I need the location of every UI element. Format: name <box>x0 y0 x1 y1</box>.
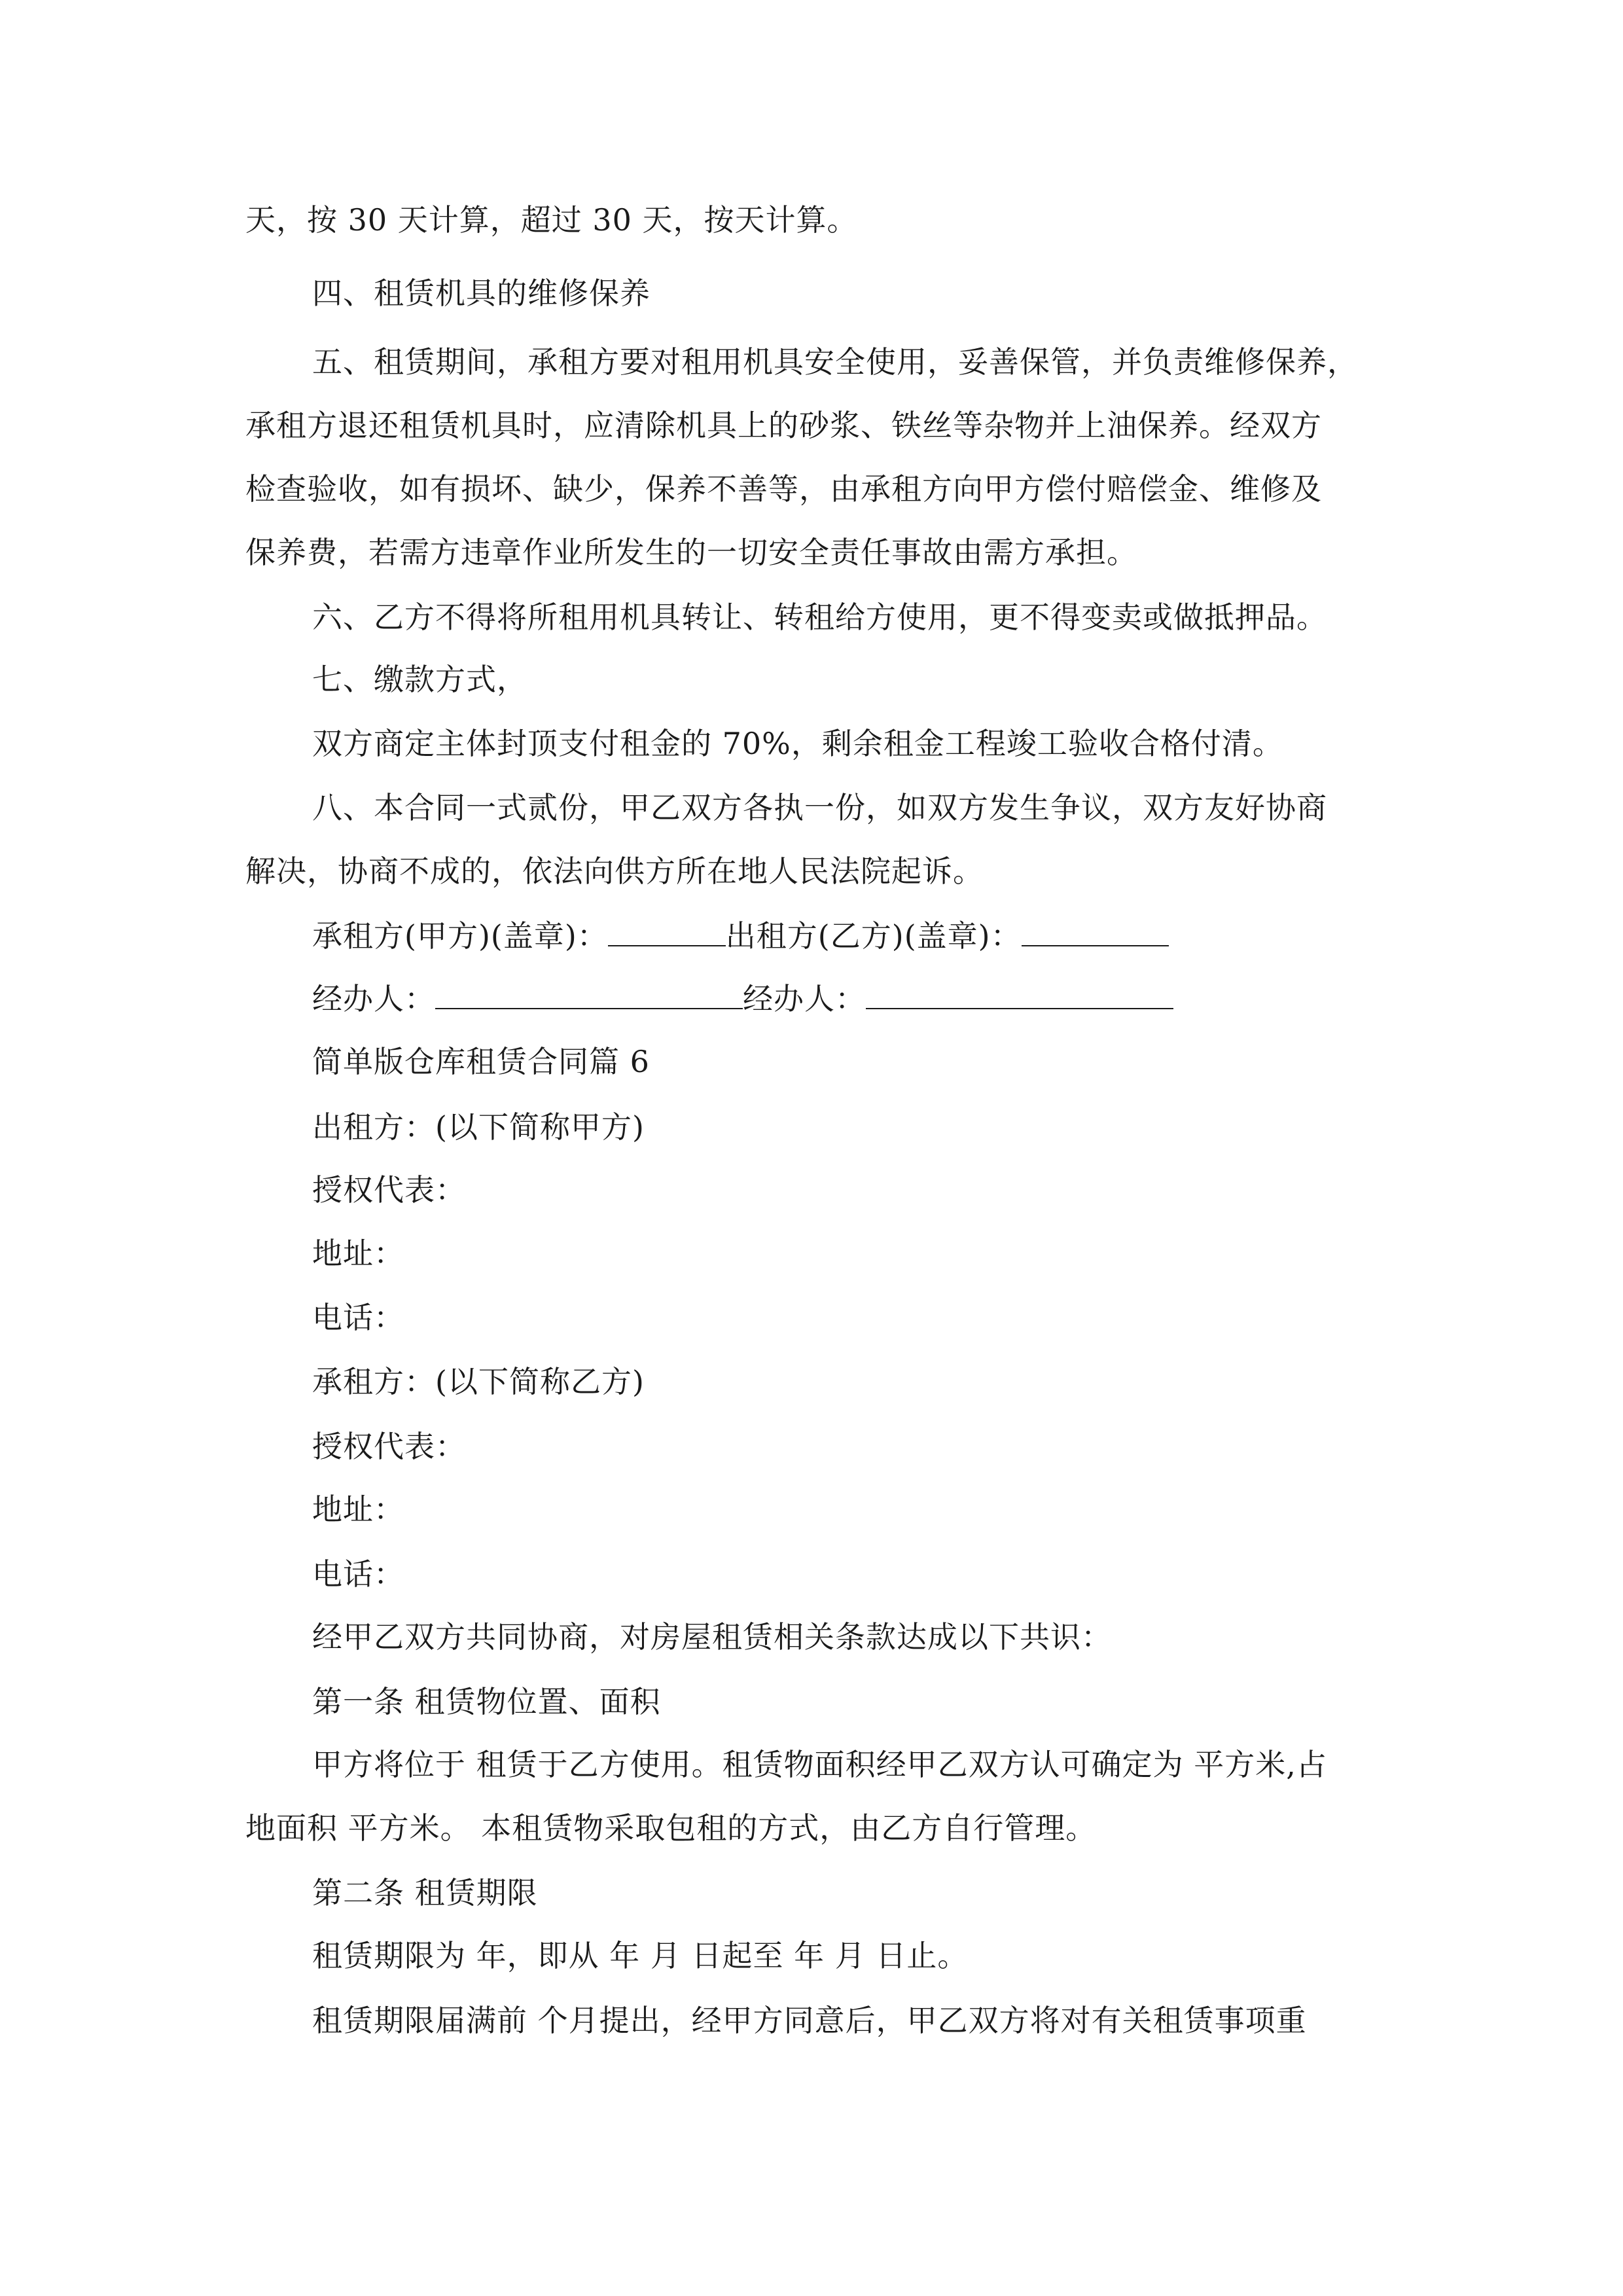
lessor-seal-label: 出租方(乙方)(盖章)： <box>725 918 1022 954</box>
paragraph-line: 解决，协商不成的，依法向供方所在地人民法院起诉。 <box>245 853 984 889</box>
paragraph-line: 承租方退还租赁机具时，应清除机具上的砂浆、铁丝等杂物并上油保养。经双方 <box>245 408 1322 443</box>
lessee-rep-line: 授权代表： <box>312 1429 466 1464</box>
clause-heading: 七、缴款方式， <box>312 662 527 697</box>
paragraph-line: 检查验收，如有损坏、缺少，保养不善等，由承租方向甲方偿付赔偿金、维修及 <box>245 471 1322 507</box>
lessor-rep-line: 授权代表： <box>312 1172 466 1208</box>
paragraph-line: 六、乙方不得将所租用机具转让、转租给方使用，更不得变卖或做抵押品。 <box>312 600 1327 635</box>
lessee-phone-line: 电话： <box>312 1556 404 1592</box>
paragraph-line: 天，按 30 天计算，超过 30 天，按天计算。 <box>245 202 858 238</box>
lessor-address-line: 地址： <box>312 1236 404 1271</box>
article-2-title: 第二条 租赁期限 <box>312 1875 538 1910</box>
paragraph-line: 保养费，若需方违章作业所发生的一切安全责任事故由需方承担。 <box>245 535 1137 570</box>
article-1-text: 地面积 平方米。 本租赁物采取包租的方式，由乙方自行管理。 <box>245 1810 1097 1846</box>
lessee-seal-label: 承租方(甲方)(盖章)： <box>312 918 608 954</box>
lessee-seal-blank <box>608 916 726 946</box>
agent-label-2: 经办人： <box>743 981 866 1016</box>
agent-blank-2 <box>866 979 1173 1009</box>
lessor-seal-blank <box>1022 916 1169 946</box>
agent-blank-1 <box>435 979 743 1009</box>
lessor-phone-line: 电话： <box>312 1300 404 1335</box>
signature-row-seal <box>312 916 1477 956</box>
paragraph-line: 八、本合同一式贰份，甲乙双方各执一份，如双方发生争议，双方友好协商 <box>312 790 1327 825</box>
consensus-line: 经甲乙双方共同协商，对房屋租赁相关条款达成以下共识： <box>312 1619 1112 1655</box>
article-1-text: 甲方将位于 租赁于乙方使用。租赁物面积经甲乙双方认可确定为 平方米,占 <box>312 1747 1327 1782</box>
signature-row-agent <box>312 979 1477 1018</box>
lessor-line: 出租方：(以下简称甲方) <box>312 1109 645 1145</box>
lessee-line: 承租方：(以下简称乙方) <box>312 1364 645 1399</box>
paragraph-line: 五、租赁期间，承租方要对租用机具安全使用，妥善保管，并负责维修保养， <box>312 344 1358 380</box>
paragraph-line: 双方商定主体封顶支付租金的 70%，剩余租金工程竣工验收合格付清。 <box>312 726 1283 761</box>
article-1-title: 第一条 租赁物位置、面积 <box>312 1684 661 1719</box>
agent-label-1: 经办人： <box>312 981 435 1016</box>
lessee-address-line: 地址： <box>312 1492 404 1527</box>
article-2-text: 租赁期限为 年，即从 年 月 日起至 年 月 日止。 <box>312 1938 969 1973</box>
section-title: 简单版仓库租赁合同篇 6 <box>312 1044 650 1079</box>
article-2-text: 租赁期限届满前 个月提出，经甲方同意后，甲乙双方将对有关租赁事项重 <box>312 2003 1307 2038</box>
clause-heading: 四、租赁机具的维修保养 <box>312 276 651 311</box>
